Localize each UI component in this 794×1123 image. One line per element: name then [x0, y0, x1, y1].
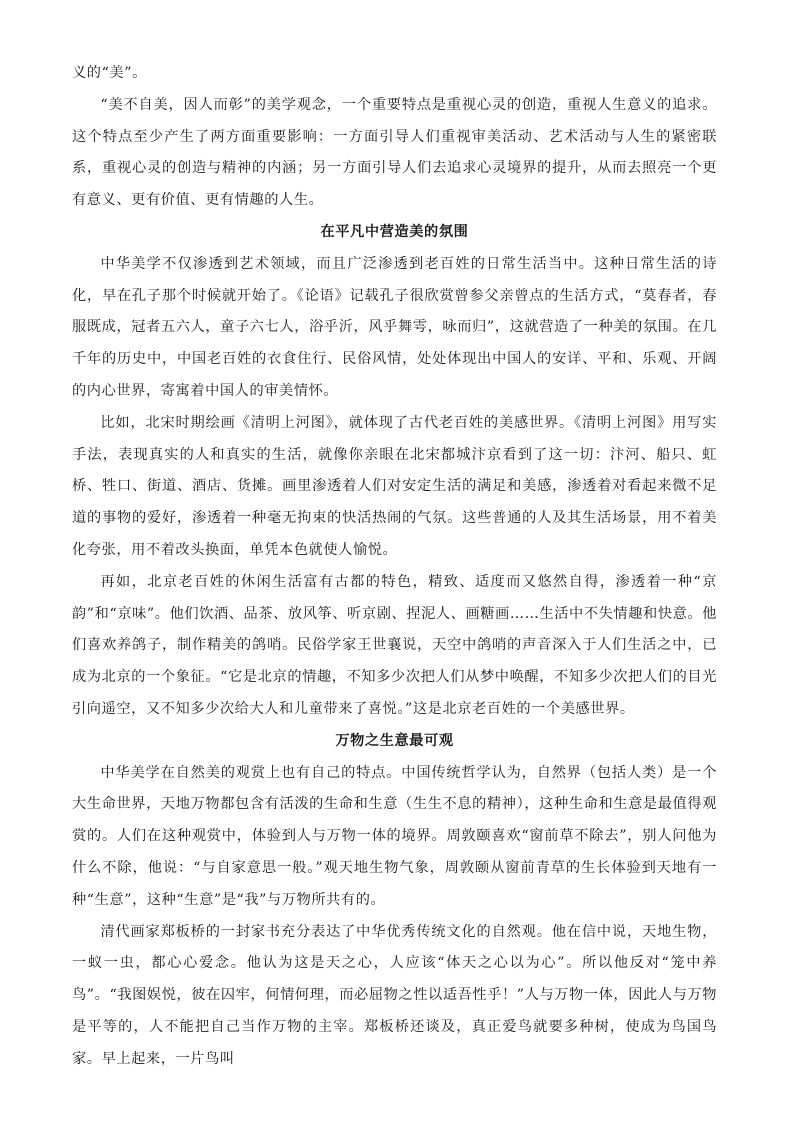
paragraph-zheng-banqiao: 清代画家郑板桥的一封家书充分表达了中华优秀传统文化的自然观。他在信中说，天地生物，一蚁一虫，都心心爱念。他认为这是天之心，人应该“体天之心以为心”。所以他反对“笼中养鸟”。“我图娱悦，彼在囚牢，何情何理，而必屈物之性以适吾性乎！”人与万物一体，因此人与万物是平等的，人不能把自己当作万物的主宰。郑板桥还谈及，真正爱鸟就要多种树，使成为鸟国鸟家。早上起来，一片鸟叫: [72, 923, 717, 1067]
paragraph-nature-beauty: 中华美学在自然美的观赏上也有自己的特点。中国传统哲学认为，自然界（包括人类）是一个大生命世界，天地万物都包含有活泼的生命和生意（生生不息的精神），这种生命和生意是最值得观赏的。人们在这种观赏中，体验到人与万物一体的境界。周敦颐喜欢“窗前草不除去”，别人问他为什么不除，他说：“与自家意思一般。”观天地生物气象，周敦颐从窗前青草的生长体验到天地有一种“生意”，这种“生意”是“我”与万物所共有的。: [72, 764, 717, 908]
section-heading-ordinary-life: 在平凡中营造美的氛围: [320, 223, 469, 240]
document-page: [72, 58, 717, 1076]
paragraph-qingming-painting: 比如，北宋时期绘画《清明上河图》，就体现了古代老百姓的美感世界。《清明上河图》用写实手法，表现真实的人和真实的生活，就像你亲眼在北宋都城汴京看到了这一切：汴河、船只、虹桥、牲口、街道、酒店、货摊。画里渗透着人们对安定生活的满足和美感，渗透着对看起来微不足道的事物的爱好，渗透着一种毫无拘束的快活热闹的气氛。这些普通的人及其生活场景，用不着美化夸张，用不着改头换面，单凭本色就使人愉悦。: [72, 414, 717, 558]
paragraph-fragment: 义的“美”。: [72, 65, 147, 81]
paragraph-beijing-leisure: 再如，北京老百姓的休闲生活富有古都的特色，精致、适度而又悠然自得，渗透着一种“京韵”和“京味”。他们饮酒、品茶、放风筝、听京剧、捏泥人、画糖画……生活中不失情趣和快意。他们喜欢养鸽子，制作精美的鸽哨。民俗学家王世襄说，天空中鸽哨的声音深入于人们生活之中，已成为北京的一个象征。“它是北京的情趣，不知多少次把人们从梦中唤醒，不知多少次把人们的目光引向遥空，又不知多少次给大人和儿童带来了喜悦。”这是北京老百姓的一个美感世界。: [72, 573, 717, 717]
paragraph-daily-life: 中华美学不仅渗透到艺术领域，而且广泛渗透到老百姓的日常生活当中。这种日常生活的诗化，早在孔子那个时候就开始了。《论语》记载孔子很欣赏曾参父亲曾点的生活方式，“莫春者，春服既成，冠者五六人，童子六七人，浴乎沂，风乎舞雩，咏而归”，这就营造了一种美的氛围。在几千年的历史中，中国老百姓的衣食住行、民俗风情，处处体现出中国人的安详、平和、乐观、开阔的内心世界，寄寓着中国人的审美情怀。: [72, 255, 717, 399]
section-heading-vitality: 万物之生意最可观: [335, 732, 454, 749]
paragraph-aesthetic-concept: “美不自美，因人而彰”的美学观念，一个重要特点是重视心灵的创造，重视人生意义的追求。这个特点至少产生了两方面重要影响：一方面引导人们重视审美活动、艺术活动与人生的紧密联系，重视心灵的创造与精神的内涵；另一方面引导人们去追求心灵境界的提升，从而去照亮一个更有意义、更有价值、更有情趣的人生。: [72, 96, 717, 209]
